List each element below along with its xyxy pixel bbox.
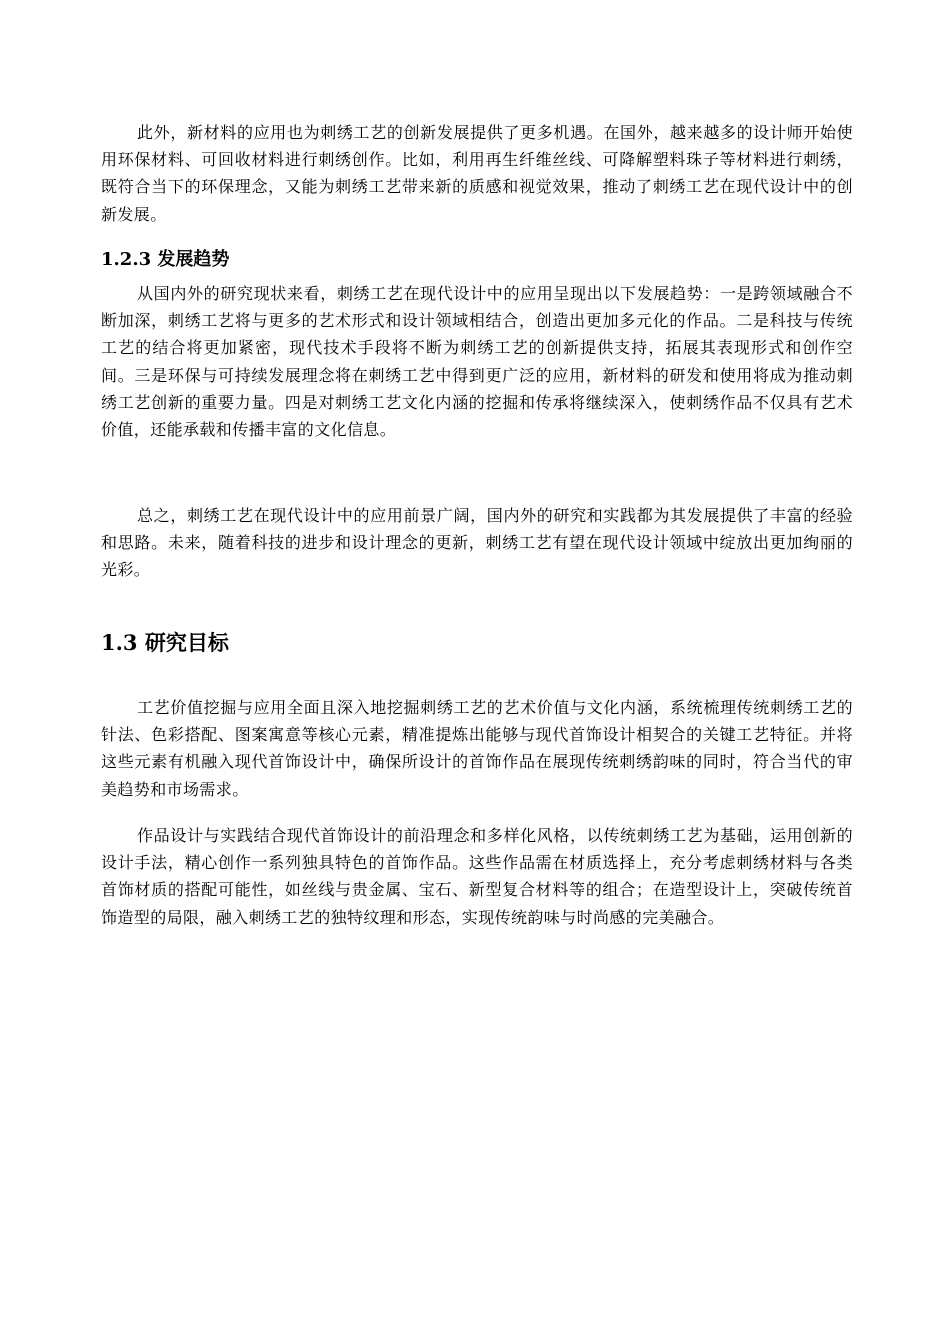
paragraph-design-practice: 作品设计与实践结合现代首饰设计的前沿理念和多样化风格，以传统刺绣工艺为基础，运用创新的设计手法，精心创作一系列独具特色的首饰作品。这些作品需在材质选择上，充分考虑刺绣材料与各类首饰材质的搭配可能性，如丝线与贵金属、宝石、新型复合材料等的组合；在造型设计上，突破传统首饰造型的局限，融入刺绣工艺的独特纹理和形态，实现传统韵味与时尚感的完美融合。 [101,826,853,927]
paragraph-development-trends: 从国内外的研究现状来看，刺绣工艺在现代设计中的应用呈现出以下发展趋势：一是跨领域融合不断加深，刺绣工艺将与更多的艺术形式和设计领域相结合，创造出更加多元化的作品。二是科技与传统工艺的结合将更加紧密，现代技术手段将不断为刺绣工艺的创新提供支持，拓展其表现形式和创作空间。三是环保与可持续发展理念将在刺绣工艺中得到更广泛的应用，新材料的研发和使用将成为推动刺绣工艺创新的重要力量。四是对刺绣工艺文化内涵的挖掘和传承将继续深入，使刺绣作品不仅具有艺术价值，还能承载和传播丰富的文化信息。 [101,284,853,440]
section-heading-1-2-3: 1.2.3 发展趋势 [101,249,230,270]
section-heading-1-3: 1.3 研究目标 [101,630,229,655]
paragraph-conclusion: 总之，刺绣工艺在现代设计中的应用前景广阔，国内外的研究和实践都为其发展提供了丰富的经验和思路。未来，随着科技的进步和设计理念的更新，刺绣工艺有望在现代设计领域中绽放出更加绚丽的光彩。 [101,506,853,580]
paragraph-new-materials: 此外，新材料的应用也为刺绣工艺的创新发展提供了更多机遇。在国外，越来越多的设计师开始使用环保材料、可回收材料进行刺绣创作。比如，利用再生纤维丝线、可降解塑料珠子等材料进行刺绣，既符合当下的环保理念，又能为刺绣工艺带来新的质感和视觉效果，推动了刺绣工艺在现代设计中的创新发展。 [101,123,853,224]
paragraph-craft-value: 工艺价值挖掘与应用全面且深入地挖掘刺绣工艺的艺术价值与文化内涵，系统梳理传统刺绣工艺的针法、色彩搭配、图案寓意等核心元素，精准提炼出能够与现代首饰设计相契合的关键工艺特征。并将这些元素有机融入现代首饰设计中，确保所设计的首饰作品在展现传统刺绣韵味的同时，符合当代的审美趋势和市场需求。 [101,698,853,799]
